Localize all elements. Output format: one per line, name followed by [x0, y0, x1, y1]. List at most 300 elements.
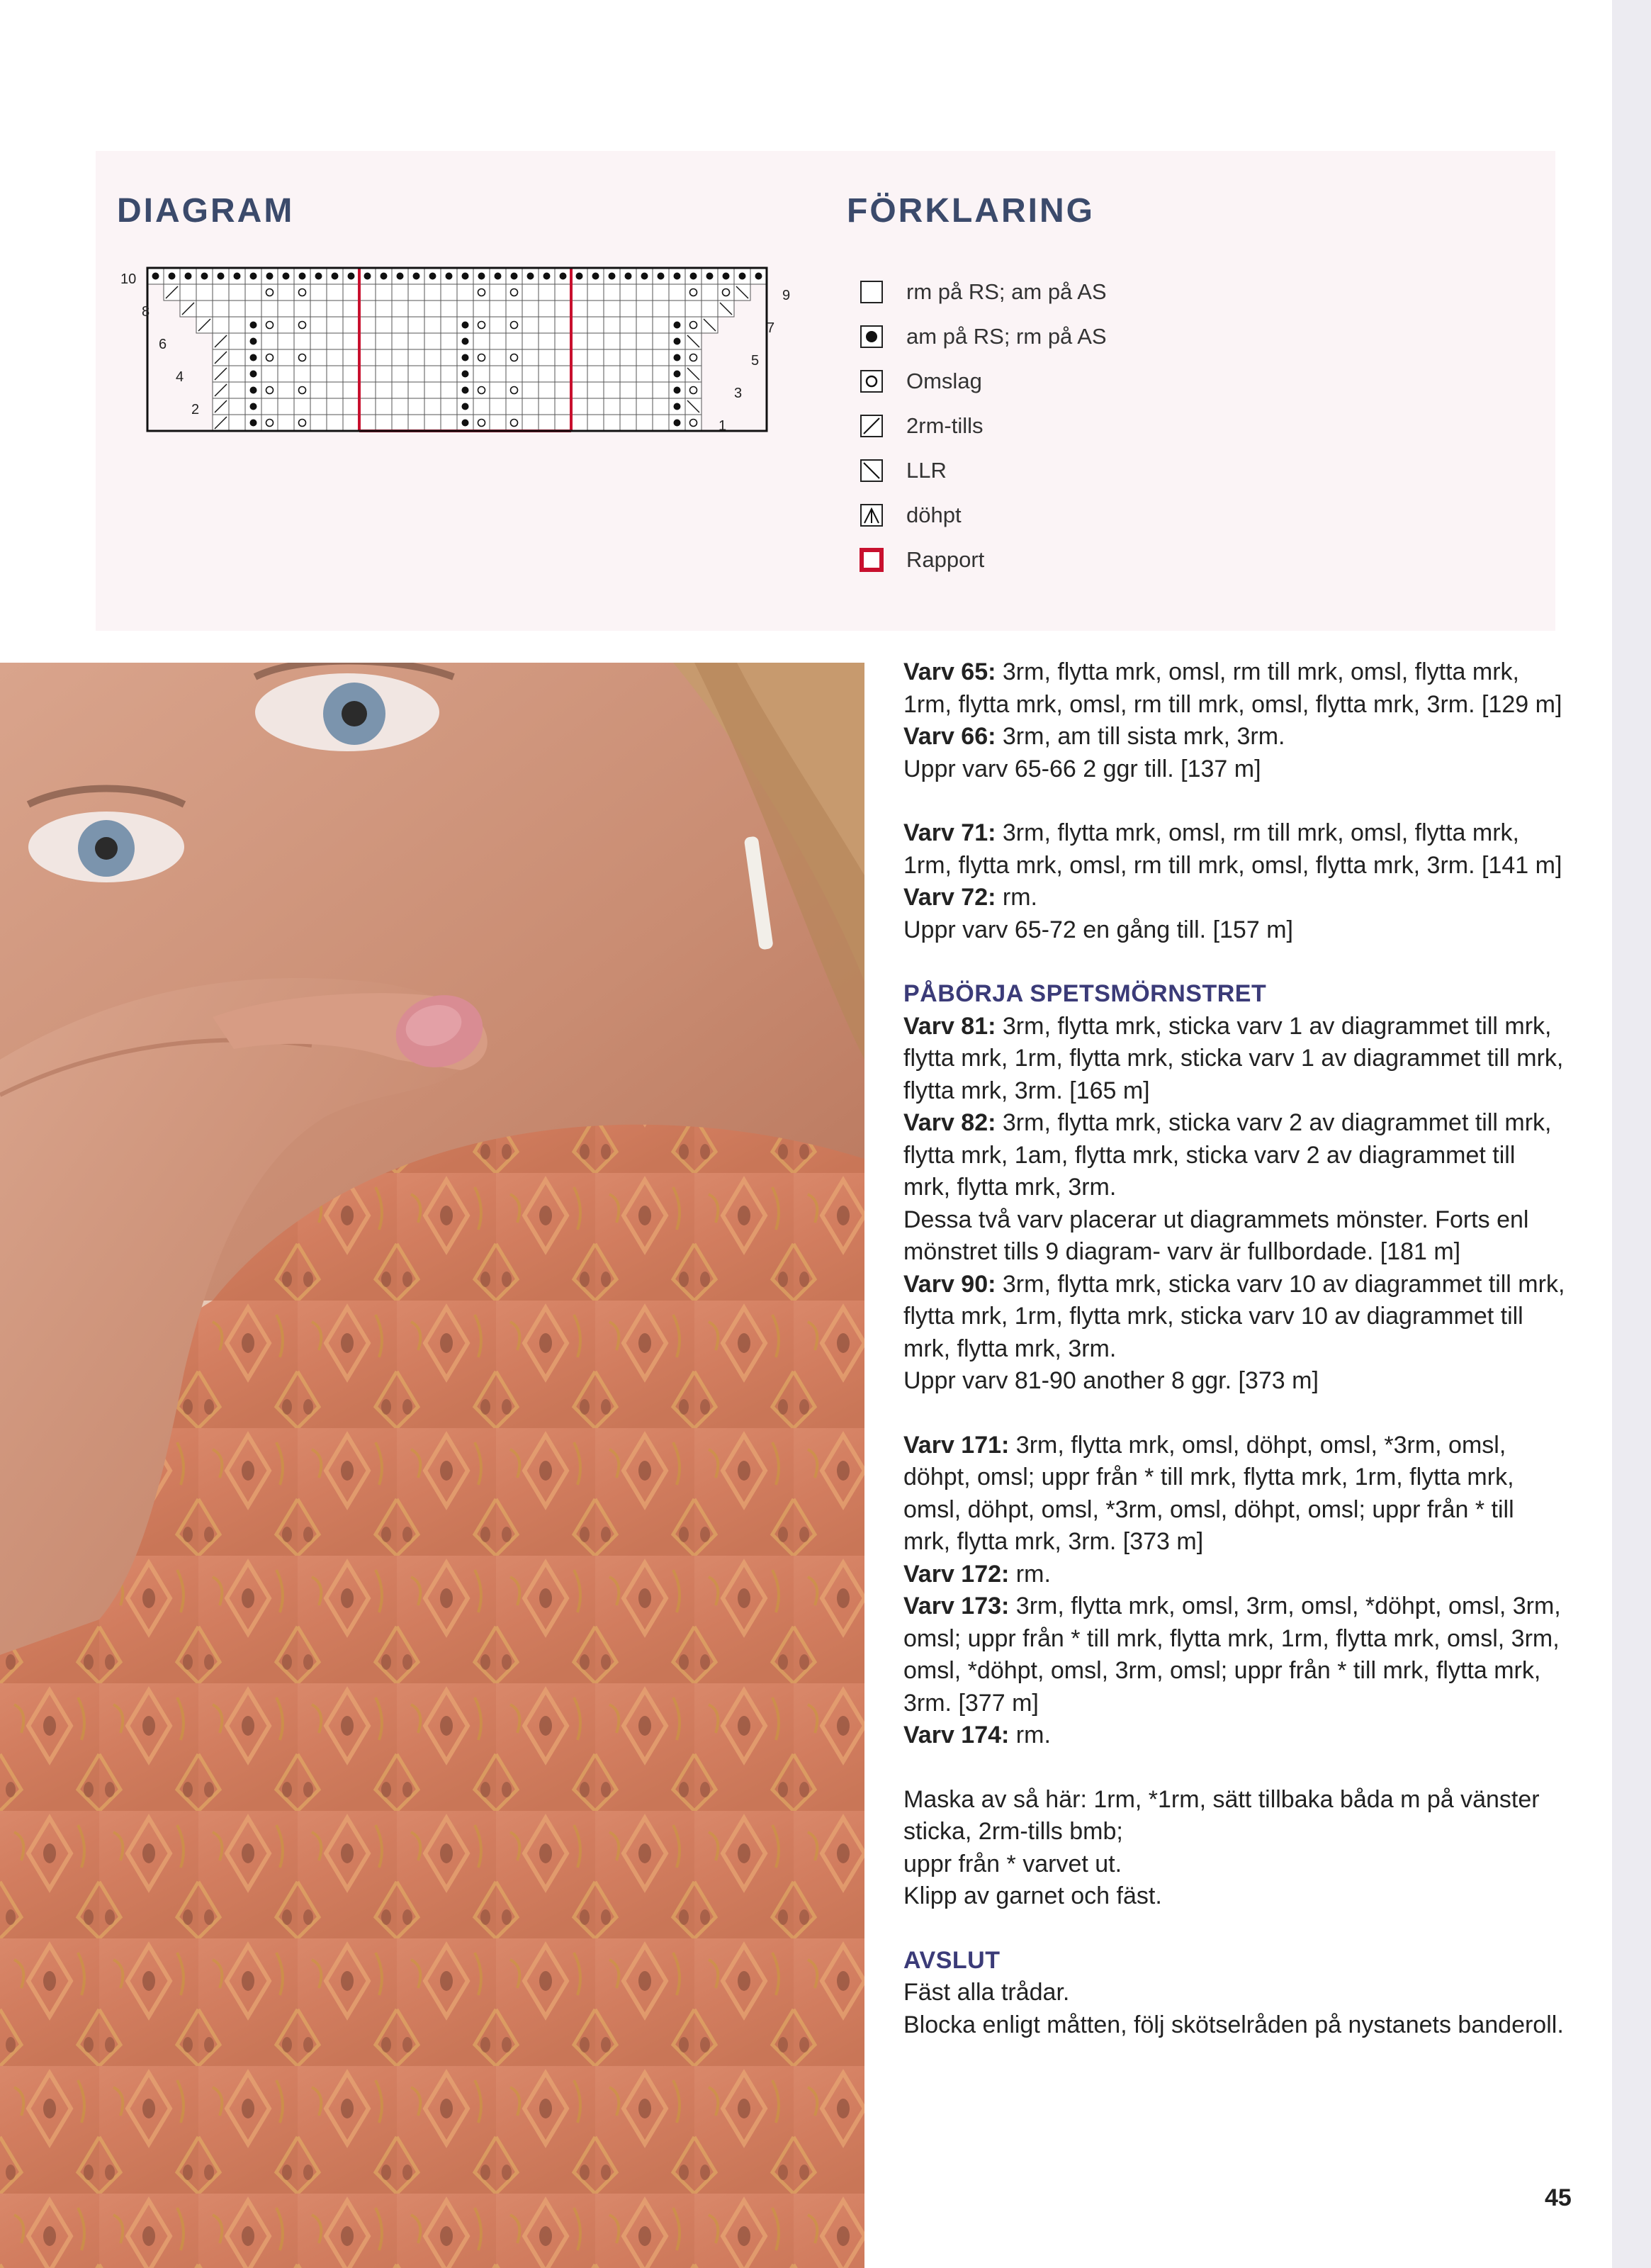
chart-cell: [359, 284, 376, 301]
purl-dot: [462, 338, 469, 345]
chart-cell: [506, 284, 522, 301]
purl-dot: [511, 273, 518, 280]
chart-cell: [278, 382, 294, 398]
chart-cell: [343, 317, 359, 333]
purl-dot: [462, 322, 469, 329]
purl-dot: [674, 338, 681, 345]
double-decrease-icon: [860, 503, 884, 527]
legend-label: Omslag: [906, 368, 982, 393]
row-label-3: 3: [734, 386, 743, 401]
chart-cell: [408, 317, 424, 333]
row-label-4: 4: [176, 369, 184, 385]
chart-cell: [522, 382, 539, 398]
chart-cell: [653, 284, 669, 301]
chart-cell: [441, 317, 457, 333]
chart-cell: [213, 301, 229, 317]
row-label: Varv 172:: [903, 1560, 1010, 1588]
row-label: Varv 171:: [903, 1431, 1010, 1459]
row-label-5: 5: [751, 353, 760, 369]
chart-cell: [620, 349, 636, 366]
chart-cell: [294, 398, 310, 415]
chart-cell: [229, 398, 245, 415]
chart-cell: [261, 301, 278, 317]
chart-cell: [555, 382, 571, 398]
purl-dot: [495, 273, 502, 280]
chart-cell: [522, 284, 539, 301]
chart-cell: [229, 317, 245, 333]
chart-cell: [685, 317, 701, 333]
legend-item-knit: [860, 269, 1107, 314]
chart-cell: [310, 333, 327, 349]
purl-dot: [560, 273, 567, 280]
purl-dot: [478, 273, 485, 280]
chart-cell: [636, 366, 653, 382]
row-text: 3rm, flytta mrk, omsl, 3rm, omsl, *döhpt, omsl, 3rm, omsl; uppr från * till mrk, flytta mrk, 1rm, flytta mrk, omsl, 3rm, omsl, *döhpt, omsl, 3rm, omsl; uppr från * till mrk, flytta mrk, 3rm. [377 m]: [903, 1593, 1561, 1717]
chart-cell: [636, 382, 653, 398]
chart-cell: [685, 415, 701, 431]
chart-cell: [653, 317, 669, 333]
chart-cell: [408, 301, 424, 317]
chart-cell: [327, 398, 343, 415]
chart-cell: [408, 349, 424, 366]
chart-cell: [392, 284, 408, 301]
purl-dot: [250, 387, 257, 394]
chart-cell: [620, 398, 636, 415]
chart-cell: [261, 317, 278, 333]
instruction-paragraph: [903, 1107, 1566, 1204]
chart-cell: [441, 301, 457, 317]
chart-cell: [261, 366, 278, 382]
chart-cell: [473, 317, 490, 333]
instruction-paragraph: [903, 1719, 1566, 1752]
chart-cell: [685, 349, 701, 366]
chart-cell: [473, 366, 490, 382]
chart-cell: [490, 301, 506, 317]
chart-cell: [473, 415, 490, 431]
chart-cell: [229, 349, 245, 366]
chart-cell: [620, 366, 636, 382]
chart-cell: [327, 317, 343, 333]
instruction-paragraph: Uppr varv 65-66 2 ggr till. [137 m]: [903, 755, 1261, 782]
chart-cell: [424, 366, 441, 382]
chart-cell: [522, 415, 539, 431]
chart-cell: [653, 366, 669, 382]
legend-heading: FÖRKLARING: [847, 192, 1095, 230]
instruction-paragraph: Maska av så här: 1rm, *1rm, sätt tillbaka båda m på vänster sticka, 2rm-tills bmb;: [903, 1785, 1540, 1845]
chart-cell: [310, 284, 327, 301]
chart-cell: [653, 349, 669, 366]
section-title-finish: AVSLUT: [903, 1946, 1001, 1974]
chart-cell: [278, 398, 294, 415]
chart-cell: [587, 317, 604, 333]
knitted-shawl-photo: [0, 663, 864, 2268]
row-label-6: 6: [159, 337, 167, 352]
row-label: Varv 65:: [903, 658, 996, 685]
purl-dot: [658, 273, 665, 280]
purl-dot: [446, 273, 453, 280]
chart-cell: [555, 415, 571, 431]
chart-cell: [620, 415, 636, 431]
chart-cell: [490, 398, 506, 415]
chart-cell: [620, 382, 636, 398]
chart-cell: [392, 349, 408, 366]
row-label: Varv 82:: [903, 1109, 996, 1136]
row-text: rm.: [1009, 1722, 1051, 1748]
chart-cell: [587, 284, 604, 301]
chart-cell: [653, 301, 669, 317]
chart-cell: [506, 382, 522, 398]
chart-cell: [294, 382, 310, 398]
chart-cell: [310, 398, 327, 415]
row-label: Varv 81:: [903, 1012, 996, 1040]
chart-cell: [441, 366, 457, 382]
chart-cell: [376, 382, 392, 398]
chart-cell: [278, 284, 294, 301]
row-label: Varv 66:: [903, 723, 996, 750]
chart-cell: [376, 349, 392, 366]
chart-cell: [392, 366, 408, 382]
chart-cell: [620, 301, 636, 317]
chart-cell: [506, 366, 522, 382]
chart-cell: [506, 333, 522, 349]
chart-cell: [490, 366, 506, 382]
purl-dot: [152, 273, 159, 280]
chart-cell: [701, 284, 718, 301]
chart-cell: [490, 349, 506, 366]
chart-cell: [636, 317, 653, 333]
chart-cell: [359, 415, 376, 431]
instruction-paragraph: [903, 882, 1566, 914]
row-text: rm.: [1009, 1560, 1051, 1588]
chart-cell: [539, 349, 555, 366]
purl-dot: [299, 273, 306, 280]
chart-cell: [278, 415, 294, 431]
chart-cell: [343, 398, 359, 415]
chart-cell: [457, 284, 473, 301]
instructions-column: [903, 656, 1566, 2041]
chart-cell: [522, 398, 539, 415]
chart-cell: [441, 349, 457, 366]
chart-cell: [587, 382, 604, 398]
instruction-paragraph: [903, 656, 1566, 721]
chart-cell: [424, 382, 441, 398]
chart-cell: [261, 333, 278, 349]
purl-dot: [462, 354, 469, 361]
chart-cell: [473, 333, 490, 349]
chart-cell: [604, 284, 620, 301]
chart-cell: [229, 382, 245, 398]
purl-dot: [462, 273, 469, 280]
chart-cell: [539, 333, 555, 349]
chart-cell: [506, 398, 522, 415]
chart-cell: [571, 301, 587, 317]
chart-cell: [376, 398, 392, 415]
purl-dot: [250, 354, 257, 361]
purl-dot: [283, 273, 290, 280]
row-label: Varv 72:: [903, 884, 996, 911]
chart-cell: [424, 301, 441, 317]
purl-dot: [348, 273, 355, 280]
purl-dot: [674, 403, 681, 410]
chart-cell: [506, 349, 522, 366]
row-text: 3rm, flytta mrk, omsl, rm till mrk, omsl, flytta mrk, 1rm, flytta mrk, omsl, rm till mrk, omsl, flytta mrk, 3rm. [129 m]: [903, 658, 1562, 718]
chart-cell: [555, 284, 571, 301]
chart-cell: [327, 301, 343, 317]
chart-cell: [555, 317, 571, 333]
chart-cell: [359, 382, 376, 398]
legend-item-ssk: [860, 448, 1107, 493]
chart-cell: [620, 333, 636, 349]
chart-cell: [359, 366, 376, 382]
row-label: Varv 90:: [903, 1270, 996, 1298]
chart-cell: [636, 349, 653, 366]
instruction-paragraph: [903, 721, 1566, 753]
purl-dot: [250, 338, 257, 345]
chart-cell: [294, 301, 310, 317]
chart-cell: [343, 333, 359, 349]
empty-square-icon: [860, 280, 884, 304]
chart-cell: [213, 317, 229, 333]
chart-cell: [278, 349, 294, 366]
chart-cell: [376, 317, 392, 333]
chart-cell: [539, 366, 555, 382]
purl-dot: [527, 273, 534, 280]
chart-cell: [555, 398, 571, 415]
instruction-paragraph: [903, 1269, 1566, 1366]
chart-cell: [506, 301, 522, 317]
chart-cell: [294, 333, 310, 349]
chart-cell: [261, 349, 278, 366]
chart-cell: [636, 333, 653, 349]
chart-cell: [473, 382, 490, 398]
chart-cell: [604, 382, 620, 398]
chart-cell: [473, 398, 490, 415]
chart-cell: [245, 284, 261, 301]
chart-cell: [653, 382, 669, 398]
chart-cell: [669, 284, 685, 301]
chart-cell: [604, 398, 620, 415]
chart-cell: [490, 333, 506, 349]
chart-cell: [229, 284, 245, 301]
chart-cell: [408, 398, 424, 415]
instruction-paragraph: [903, 1559, 1566, 1591]
chart-cell: [327, 415, 343, 431]
chart-cell: [310, 415, 327, 431]
chart-cell: [539, 382, 555, 398]
purl-dot: [364, 273, 371, 280]
chart-cell: [457, 301, 473, 317]
chart-cell: [571, 382, 587, 398]
purl-dot: [576, 273, 583, 280]
row-label-8: 8: [142, 304, 150, 320]
chart-cell: [343, 366, 359, 382]
chart-cell: [522, 301, 539, 317]
chart-cell: [604, 349, 620, 366]
row-label-1: 1: [719, 418, 727, 434]
chart-cell: [604, 366, 620, 382]
chart-cell: [392, 301, 408, 317]
purl-dot: [185, 273, 192, 280]
row-text: 3rm, am till sista mrk, 3rm.: [996, 723, 1285, 750]
chart-cell: [424, 349, 441, 366]
purl-dot: [381, 273, 388, 280]
chart-cell: [408, 382, 424, 398]
chart-cell: [636, 415, 653, 431]
chart-cell: [343, 415, 359, 431]
instruction-paragraph: Uppr varv 81-90 another 8 ggr. [373 m]: [903, 1367, 1319, 1394]
chart-cell: [473, 284, 490, 301]
purl-dot: [250, 371, 257, 378]
chart-cell: [636, 301, 653, 317]
row-label-10: 10: [120, 271, 137, 287]
chart-cell: [539, 415, 555, 431]
row-text: 3rm, flytta mrk, omsl, rm till mrk, omsl, flytta mrk, 1rm, flytta mrk, omsl, rm till mrk, omsl, flytta mrk, 3rm. [141 m]: [903, 819, 1562, 879]
purl-dot: [462, 371, 469, 378]
purl-dot: [674, 354, 681, 361]
k2tog-icon: [860, 414, 884, 438]
chart-cell: [310, 317, 327, 333]
chart-cell: [408, 333, 424, 349]
chart-cell: [392, 398, 408, 415]
chart-cell: [327, 333, 343, 349]
chart-cell: [571, 398, 587, 415]
chart-cell: [261, 415, 278, 431]
legend-label: Rapport: [906, 546, 985, 572]
chart-cell: [359, 301, 376, 317]
chart-cell: [229, 366, 245, 382]
chart-cell: [327, 284, 343, 301]
chart-cell: [473, 301, 490, 317]
purl-dot: [315, 273, 322, 280]
chart-cell: [539, 301, 555, 317]
chart-cell: [327, 349, 343, 366]
instruction-paragraph: Fäst alla trådar.: [903, 1979, 1070, 2006]
chart-cell: [473, 349, 490, 366]
row-label-2: 2: [191, 402, 200, 417]
legend-item-repeat: [860, 537, 1107, 582]
chart-cell: [278, 301, 294, 317]
chart-cell: [229, 415, 245, 431]
chart-cell: [294, 349, 310, 366]
legend-label: am på RS; rm på AS: [906, 323, 1107, 349]
chart-cell: [424, 317, 441, 333]
purl-dot: [218, 273, 225, 280]
chart-cell: [392, 333, 408, 349]
chart-cell: [343, 301, 359, 317]
chart-cell: [653, 398, 669, 415]
row-label: Varv 71:: [903, 819, 996, 846]
lace-chart: [113, 262, 801, 447]
chart-cell: [441, 382, 457, 398]
chart-cell: [294, 284, 310, 301]
purl-dot: [266, 273, 274, 280]
chart-cell: [343, 382, 359, 398]
chart-cell: [490, 415, 506, 431]
chart-cell: [441, 398, 457, 415]
chart-cell: [587, 333, 604, 349]
chart-cell: [327, 366, 343, 382]
chart-cell: [310, 382, 327, 398]
chart-cell: [196, 284, 213, 301]
repeat-box-icon: [860, 548, 884, 572]
chart-cell: [359, 333, 376, 349]
legend-label: LLR: [906, 457, 947, 483]
row-label-9: 9: [782, 288, 791, 303]
row-label-7: 7: [767, 320, 775, 336]
chart-cell: [571, 333, 587, 349]
purl-dot: [674, 322, 681, 329]
chart-cell: [539, 398, 555, 415]
row-text: 3rm, flytta mrk, sticka varv 1 av diagrammet till mrk, flytta mrk, 1rm, flytta mrk, sticka varv 1 av diagrammet till mrk, flytta mrk, 3rm. [165 m]: [903, 1012, 1564, 1104]
section-title-lace: PÅBÖRJA SPETSMÖRNSTRET: [903, 980, 1267, 1007]
chart-cell: [294, 317, 310, 333]
chart-cell: [604, 333, 620, 349]
chart-cell: [685, 301, 701, 317]
chart-cell: [376, 366, 392, 382]
chart-cell: [555, 333, 571, 349]
chart-cell: [261, 382, 278, 398]
page-edge-strip: [1612, 0, 1651, 2268]
chart-cell: [539, 317, 555, 333]
purl-dot: [592, 273, 599, 280]
chart-cell: [571, 284, 587, 301]
chart-cell: [653, 415, 669, 431]
chart-cell: [392, 382, 408, 398]
chart-cell: [539, 284, 555, 301]
chart-cell: [359, 317, 376, 333]
purl-dot: [332, 273, 339, 280]
chart-cell: [229, 333, 245, 349]
instruction-paragraph: [903, 1011, 1566, 1108]
chart-cell: [636, 284, 653, 301]
chart-cell: [343, 284, 359, 301]
chart-cell: [310, 349, 327, 366]
chart-cell: [376, 284, 392, 301]
chart-cell: [555, 366, 571, 382]
instruction-paragraph: [903, 817, 1566, 882]
legend-label: 2rm-tills: [906, 412, 984, 438]
purl-dot: [429, 273, 436, 280]
chart-cell: [327, 382, 343, 398]
chart-cell: [701, 301, 718, 317]
row-text: 3rm, flytta mrk, sticka varv 10 av diagrammet till mrk, flytta mrk, 1rm, flytta mrk, sticka varv 10 av diagrammet till mrk, flytta mrk, 3rm.: [903, 1270, 1565, 1362]
chart-cell: [278, 333, 294, 349]
purl-dot: [690, 273, 697, 280]
purl-dot: [674, 420, 681, 427]
purl-dot: [462, 420, 469, 427]
chart-cell: [636, 398, 653, 415]
chart-cell: [376, 333, 392, 349]
chart-cell: [310, 301, 327, 317]
diagram-heading: DIAGRAM: [117, 192, 295, 230]
chart-cell: [392, 415, 408, 431]
chart-cell: [718, 284, 734, 301]
purl-dot: [625, 273, 632, 280]
purl-dot: [674, 371, 681, 378]
purl-dot: [250, 420, 257, 427]
chart-cell: [604, 317, 620, 333]
purl-dot: [234, 273, 241, 280]
chart-cell: [424, 333, 441, 349]
instruction-paragraph: Blocka enligt måtten, följ skötselråden på nystanets banderoll.: [903, 2011, 1564, 2038]
purl-dot: [201, 273, 208, 280]
chart-cell: [571, 366, 587, 382]
instruction-paragraph: uppr från * varvet ut.: [903, 1850, 1122, 1877]
chart-cell: [490, 284, 506, 301]
row-label: Varv 173:: [903, 1593, 1010, 1619]
chart-cell: [294, 415, 310, 431]
chart-cell: [310, 366, 327, 382]
